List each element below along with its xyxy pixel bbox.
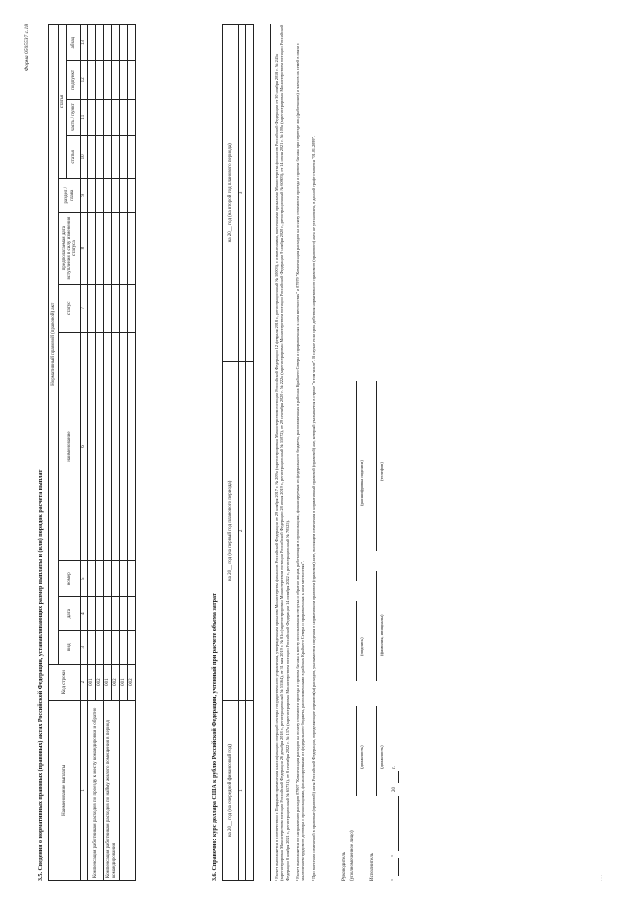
footnote-divider <box>270 24 271 881</box>
data-cell[interactable] <box>88 25 96 61</box>
col-razdel-header: раздел / глава <box>59 178 81 212</box>
col-number: 7 <box>81 284 88 332</box>
data-cell[interactable] <box>128 61 136 99</box>
col-number: 9 <box>81 178 88 212</box>
data-cell[interactable] <box>128 284 136 332</box>
head-position-line[interactable] <box>356 706 357 796</box>
npa-group-header: Нормативный правовой (правовой) акт <box>49 25 59 665</box>
data-cell[interactable] <box>120 135 128 178</box>
data-cell[interactable] <box>88 212 96 284</box>
date-day-line[interactable] <box>398 858 399 876</box>
col-number: 1 <box>81 700 88 880</box>
col-number: 1 <box>239 701 246 881</box>
column-numbers-row <box>81 25 88 881</box>
data-cell[interactable] <box>104 284 112 332</box>
data-cell[interactable] <box>128 99 136 135</box>
rate-value-cell[interactable] <box>246 701 254 881</box>
data-cell[interactable] <box>128 135 136 178</box>
col-expected-date-header: предполагаемая дата вступления в силу изменения статуса <box>59 212 81 284</box>
col-number: 10 <box>81 135 88 178</box>
executor-position-line[interactable] <box>376 706 377 796</box>
row-code-cell: 002 <box>96 664 104 700</box>
col-number: 6 <box>81 332 88 560</box>
col-number: 11 <box>81 99 88 135</box>
col-name-header: Наименование выплаты <box>49 700 81 880</box>
data-cell[interactable] <box>96 99 104 135</box>
col-date-header: дата <box>59 597 81 631</box>
rate-value-cell[interactable] <box>246 361 254 701</box>
rate-col3-header: на 20__ год (на второй год планового периода) <box>223 25 239 362</box>
col-number: 2 <box>81 664 88 700</box>
section-3-6-table <box>222 24 254 881</box>
section-3-6-title: 3.6. Справочно: курс доллара США к рублю Российской Федерации, учтенный при расчете объема затрат <box>212 593 218 881</box>
data-cell[interactable] <box>128 212 136 284</box>
col-number: 12 <box>81 61 88 99</box>
data-cell[interactable] <box>104 61 112 99</box>
column-numbers-row <box>239 25 246 881</box>
data-cell[interactable] <box>104 25 112 61</box>
data-cell[interactable] <box>88 332 96 560</box>
col-podpunkt-header: подпункт <box>67 61 81 99</box>
data-cell[interactable] <box>96 597 104 631</box>
date-year-line[interactable] <box>398 771 399 783</box>
head-name-line[interactable] <box>356 381 357 581</box>
section-3-5-table <box>48 24 136 881</box>
data-cell[interactable] <box>96 61 104 99</box>
data-cell[interactable] <box>96 284 104 332</box>
data-cell[interactable] <box>112 61 120 99</box>
date-quote-close: " <box>392 854 397 857</box>
footnote-3: ³ При внесении изменений в правовые (правовой) акты Российской Федерации, определяющие норматив(ы) расходов, указываются сведения о нормативном правовом (правовом) акте, вносящем изменения в нормативный правовой (правовой) акт, который указывается в строке "в том числе". В случае если срок действия нормативного правового (правового) акта не установлен, в данной графе ставится "01.01.2099". <box>311 135 316 881</box>
col-code-header: Код строки <box>49 664 81 700</box>
head-position-caption: (должность) <box>359 745 364 769</box>
date-quote-open: " <box>392 878 397 881</box>
head-name-caption: (расшифровка подписи) <box>359 460 364 506</box>
statya-group-header: статья <box>59 25 67 179</box>
data-cell[interactable] <box>112 178 120 212</box>
row-name-cell <box>120 700 136 880</box>
form-code: Форма 0505537 с.18 <box>24 24 30 72</box>
data-cell[interactable] <box>112 284 120 332</box>
data-cell[interactable] <box>104 597 112 631</box>
data-cell[interactable] <box>88 561 96 597</box>
rate-value-cell[interactable] <box>246 25 254 362</box>
data-cell[interactable] <box>112 561 120 597</box>
section-3-5-title: 3.5. Сведения о нормативных правовых (правовых) актах Российской Федерации, устанавливающих размер выплаты и (или) порядок расчета выплат <box>38 469 44 881</box>
data-cell[interactable] <box>120 630 128 664</box>
rate-col2-header: на 20__ год (на первый год планового периода) <box>223 361 239 701</box>
table-row <box>104 25 112 881</box>
col-number: 5 <box>81 561 88 597</box>
col-number: 2 <box>239 361 246 701</box>
col-status-header: статус <box>59 284 81 332</box>
footnote-2: ² Расчет выполняется по направлению расходов 07907 "Компенсация расходов на оплату стоимости проезда и провоза багажа к месту использования отпуска и обратно лицам, работающим в организациях, финансируемых из федерального бюджета, расположенных в районах Крайнего Севера и приравненных к ним местностях" и 07979 "Компенсация расходов на оплату стоимости проезда и провоза багажа при переезде лиц (работников) и членов их семей в связи с заключением трудового договора с организациями, финансируемыми из федерального бюджета, расположенными в районах Крайнего Севера и приравненных к ним местностях". <box>295 43 306 881</box>
col-chast-header: часть / пункт <box>67 99 81 135</box>
head-signature-caption: (подпись) <box>359 637 364 656</box>
rate-col1-header: на 20__ год (на очередной финансовый год) <box>223 701 239 881</box>
executor-phone-caption: (телефон) <box>379 462 384 481</box>
data-cell[interactable] <box>128 178 136 212</box>
data-cell[interactable] <box>112 212 120 284</box>
data-cell[interactable] <box>88 284 96 332</box>
data-cell[interactable] <box>120 284 128 332</box>
data-cell[interactable] <box>104 561 112 597</box>
form-body <box>24 24 616 881</box>
executor-position-caption: (должность) <box>379 745 384 769</box>
data-cell[interactable] <box>88 135 96 178</box>
data-cell[interactable] <box>128 25 136 61</box>
table-row <box>120 25 128 881</box>
data-cell[interactable] <box>104 99 112 135</box>
data-cell[interactable] <box>96 561 104 597</box>
executor-name-line[interactable] <box>376 571 377 681</box>
table-row <box>246 25 254 881</box>
executor-label: Исполнитель <box>370 853 375 881</box>
data-cell[interactable] <box>96 25 104 61</box>
date-suffix: г. <box>392 766 397 769</box>
col-statya-header: статья <box>67 135 81 178</box>
data-cell[interactable] <box>96 212 104 284</box>
data-cell[interactable] <box>104 135 112 178</box>
data-cell[interactable] <box>128 332 136 560</box>
data-cell[interactable] <box>112 597 120 631</box>
col-number-header: номер <box>59 561 81 597</box>
data-cell[interactable] <box>120 99 128 135</box>
data-cell[interactable] <box>88 630 96 664</box>
col-vid-header: вид <box>59 630 81 664</box>
data-cell[interactable] <box>120 61 128 99</box>
data-cell[interactable] <box>120 178 128 212</box>
data-cell[interactable] <box>96 332 104 560</box>
row-code-cell: 002 <box>128 664 136 700</box>
data-cell[interactable] <box>120 212 128 284</box>
scan-corner-marks: · · · <box>599 875 604 881</box>
row-code-cell: 002 <box>112 664 120 700</box>
date-month-line[interactable] <box>398 796 399 851</box>
data-cell[interactable] <box>88 597 96 631</box>
row-code-cell: 001 <box>88 664 96 700</box>
executor-phone-line[interactable] <box>376 381 377 551</box>
col-number: 3 <box>239 25 246 362</box>
row-name-cell: Компенсация работникам расходов по найму жилого помещения в период командирования <box>104 700 120 880</box>
data-cell[interactable] <box>96 178 104 212</box>
data-cell[interactable] <box>96 135 104 178</box>
head-signature-line[interactable] <box>356 601 357 681</box>
data-cell[interactable] <box>88 99 96 135</box>
head-label: Руководитель <box>342 851 347 881</box>
footnote-1: ¹ Расчет выполняется в соответствии с Порядком применения классификации операций сектора государственного управления, утвержденным приказом Министерства финансов Российской Федерации от 29 ноября 2017 г. № 209н (зарегистрирован Министерством юстиции Российской Федерации 12 февраля 2018 г., регистрационный № 50003), с изменениями, внесенными приказами Министерства финансов Российской Федерации от 30 ноября 2018 г. № 245н (зарегистрирован Министерством юстиции Российской Федерации 26 декабря 2018 г., регистрационный № 53164), от 31 мая 2019 г. № 81н (зарегистрирован Министерством юстиции Российской Федерации 28 июня 2019 г., регистрационный № 55072), от 29 сентября 2020 г. № 222н (зарегистрирован Министерством юстиции Российской Федерации 9 ноября 2020 г., регистрационный № 60803), от 14 июля 2021 г. № 100н (зарегистрирован Министерством юстиции Российской Федерации 8 ноября 2021 г., регистрационный № 65731), от 8 сентября 2022 г. № 137н (зарегистрирован Министерством юстиции Российской Федерации 14 октября 2022 г., регистрационный № 70525). <box>274 24 290 881</box>
data-cell[interactable] <box>96 630 104 664</box>
data-cell[interactable] <box>112 99 120 135</box>
date-year-prefix: 20 <box>392 787 397 792</box>
row-name-cell: Компенсация работникам расходов по проезду к месту командировки и обратно <box>88 700 104 880</box>
data-cell[interactable] <box>112 135 120 178</box>
data-cell[interactable] <box>104 630 112 664</box>
head-sub-label: (уполномоченное лицо) <box>350 830 355 881</box>
col-number: 13 <box>81 25 88 61</box>
data-cell[interactable] <box>112 332 120 560</box>
data-cell[interactable] <box>128 597 136 631</box>
data-cell[interactable] <box>120 25 128 61</box>
data-cell[interactable] <box>120 597 128 631</box>
col-number: 8 <box>81 212 88 284</box>
data-cell[interactable] <box>104 212 112 284</box>
data-cell[interactable] <box>104 332 112 560</box>
col-number: 4 <box>81 597 88 631</box>
executor-name-caption: (фамилия, инициалы) <box>379 614 384 656</box>
data-cell[interactable] <box>120 561 128 597</box>
table-row <box>88 25 96 881</box>
data-cell[interactable] <box>128 561 136 597</box>
col-number: 3 <box>81 630 88 664</box>
data-cell[interactable] <box>112 25 120 61</box>
data-cell[interactable] <box>112 630 120 664</box>
row-code-cell: 001 <box>120 664 128 700</box>
data-cell[interactable] <box>128 630 136 664</box>
data-cell[interactable] <box>88 61 96 99</box>
col-title-header: наименование <box>59 332 81 560</box>
col-abzac-header: абзац <box>67 25 81 61</box>
data-cell[interactable] <box>120 332 128 560</box>
data-cell[interactable] <box>88 178 96 212</box>
data-cell[interactable] <box>104 178 112 212</box>
row-code-cell: 001 <box>104 664 112 700</box>
